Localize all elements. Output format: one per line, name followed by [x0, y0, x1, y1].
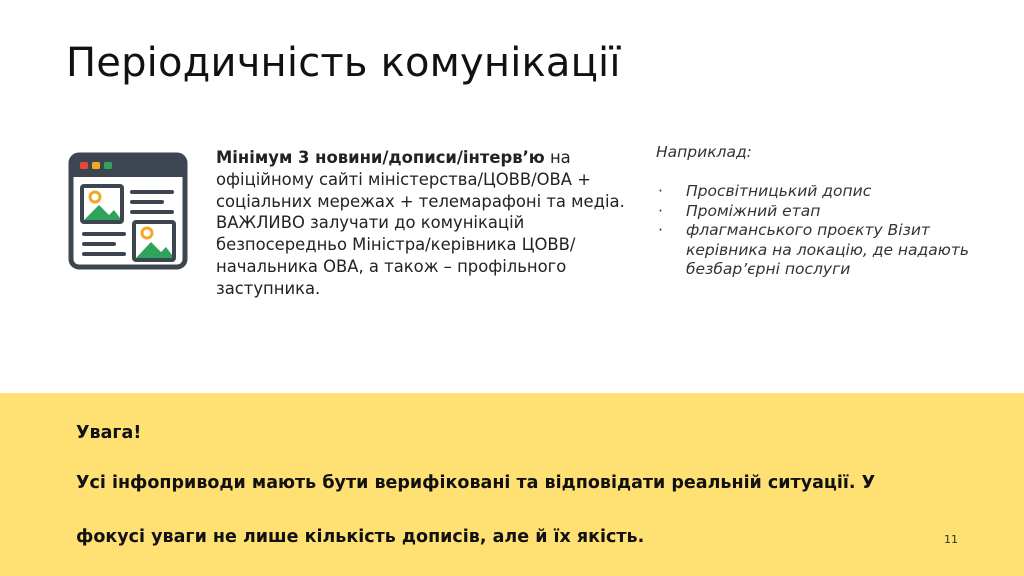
slide-title: Періодичність комунікації — [66, 40, 621, 86]
warning-heading: Увага! — [76, 423, 142, 443]
page-number: 11 — [944, 533, 958, 546]
list-item: · Просвітницький допис — [656, 182, 996, 202]
main-body: на офіційному сайті міністерства/ЦОВВ/ОВА + соціальних мережах + телемарафоні та медіа. ВАЖЛИВО залучати до комунікацій безпосередньо Міністра/керівника ЦОВВ/начальника ОВА, а також – профільного заступника. — [216, 148, 625, 298]
main-description — [216, 147, 626, 300]
warning-banner — [0, 393, 1024, 576]
list-item: · флагманського проєкту Візит керівника на локацію, де надають безбар’єрні послуги — [656, 221, 996, 280]
browser-window-icon — [68, 152, 188, 270]
example-list — [656, 182, 996, 280]
warning-message: Усі інфоприводи мають бути верифіковані та відповідати реальній ситуації. У фокусі уваги не лише кількість дописів, але й їх якість. — [76, 473, 876, 547]
example-label: Наприклад: — [656, 143, 752, 161]
list-item: · Проміжний етап — [656, 202, 996, 222]
example-block — [656, 143, 996, 280]
main-lead: Мінімум 3 новини/дописи/інтерв’ю — [216, 148, 545, 167]
